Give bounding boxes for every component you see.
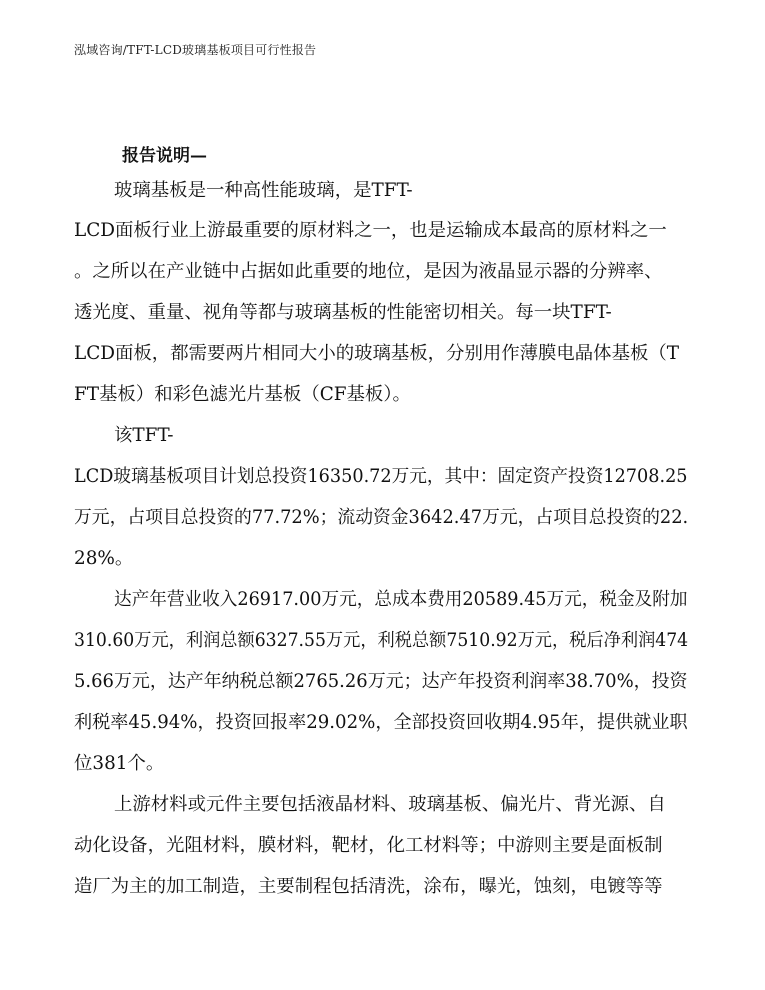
paragraph-line: 达产年营业收入26917.00万元，总成本费用20589.45万元，税金及附加 — [114, 589, 688, 610]
paragraph-line: 动化设备，光阻材料，膜材料，靶材，化工材料等；中游则主要是面板制 — [74, 835, 663, 856]
paragraph-line: 。之所以在产业链中占据如此重要的地位，是因为液晶显示器的分辨率、 — [74, 261, 663, 282]
paragraph-line: 上游材料或元件主要包括液晶材料、玻璃基板、偏光片、背光源、自 — [114, 794, 666, 815]
paragraph-line: 透光度、重量、视角等都与玻璃基板的性能密切相关。每一块TFT- — [74, 302, 612, 323]
paragraph-line: LCD面板行业上游最重要的原材料之一，也是运输成本最高的原材料之一 — [74, 220, 667, 241]
paragraph-line: 310.60万元，利润总额6327.55万元，利税总额7510.92万元，税后净利润474 — [74, 630, 689, 651]
paragraph-line: FT基板）和彩色滤光片基板（CF基板）。 — [74, 384, 411, 405]
paragraph-line: LCD玻璃基板项目计划总投资16350.72万元，其中：固定资产投资12708.25 — [74, 466, 688, 487]
paragraph-line: 位381个。 — [74, 753, 165, 774]
paragraph-line: LCD面板，都需要两片相同大小的玻璃基板，分别用作薄膜电晶体基板（T — [74, 343, 680, 364]
paragraph-line: 利税率45.94%，投资回报率29.02%，全部投资回收期4.95年，提供就业职 — [74, 712, 688, 733]
document-header: 泓域咨询/TFT-LCD玻璃基板项目可行性报告 — [74, 43, 317, 57]
paragraph-line: 万元，占项目总投资的77.72%；流动资金3642.47万元，占项目总投资的22. — [74, 507, 689, 528]
paragraph-line: 玻璃基板是一种高性能玻璃，是TFT- — [114, 180, 413, 201]
section-title: 报告说明— — [122, 146, 207, 166]
paragraph-line: 5.66万元，达产年纳税总额2765.26万元；达产年投资利润率38.70%，投资 — [74, 671, 688, 692]
paragraph-line: 28%。 — [74, 548, 134, 569]
paragraph-line: 造厂为主的加工制造，主要制程包括清洗，涂布，曝光，蚀刻，电镀等等 — [74, 876, 663, 897]
paragraph-line: 该TFT- — [114, 425, 174, 446]
